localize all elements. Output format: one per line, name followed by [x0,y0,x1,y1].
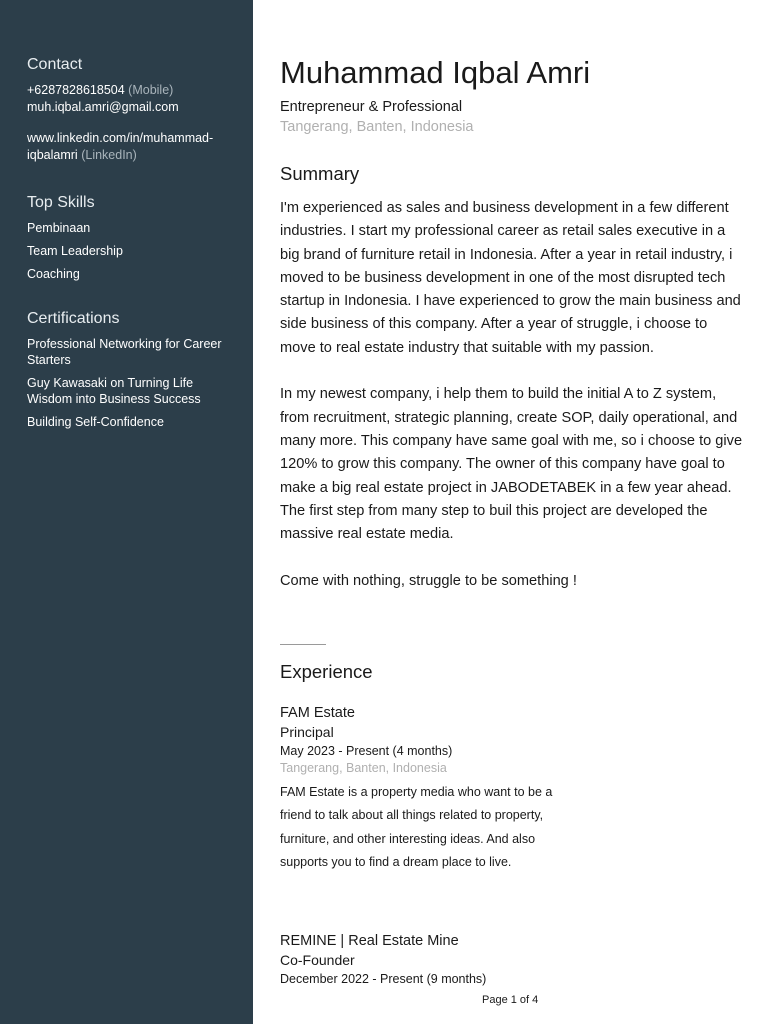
contact-heading: Contact [27,56,83,73]
phone-line [27,82,242,99]
profile-location: Tangerang, Banten, Indonesia [280,119,474,135]
email-link[interactable]: muh.iqbal.amri@gmail.com [27,100,179,114]
certifications-section [27,309,242,430]
summary-paragraph: Come with nothing, struggle to be something ! [280,572,577,589]
job-description: FAM Estate is a property media who want to be a friend to talk about all things related to property, furniture, and other interesting ideas. And also supports you to find a dream place to live. [280,785,553,869]
page-number: Page 1 of 4 [482,994,539,1006]
phone-number[interactable]: +6287828618504 [27,83,125,97]
summary-body [280,197,745,616]
certification-item: Building Self-Confidence [27,415,164,429]
skills-heading: Top Skills [27,194,95,211]
linkedin-link[interactable] [27,130,242,164]
certification-item: Professional Networking for Career Starters [27,337,222,367]
summary-heading: Summary [280,163,360,184]
summary-paragraph: I'm experienced as sales and business development in a few different industries. I start my professional career as retail sales executive in a big brand of furniture retail in Indonesia. After a year in retail industry, i moved to be business development in one of the most disrupted tech startup in Indonesia. I have experienced to grow the main business and side business of this company. After a year of struggle, i choose to move to real estate industry that suitable with my passion. [280,200,741,356]
contact-section [27,55,242,164]
summary-paragraph: In my newest company, i help them to build the initial A to Z system, from recruitment, strategic planning, create SOP, daily operational, and many more. This company have same goal with me, so i choose to give 120% to grow this company. The owner of this company have goal to make a big real estate project in JABODETABEK in a few year ahead. The first step from many step to buil this project are developed the massive real estate media. [280,386,743,543]
skills-section [27,193,242,282]
job-company: REMINE | Real Estate Mine [280,933,459,949]
profile-headline: Entrepreneur & Professional [280,99,463,115]
sidebar [0,0,253,1024]
job-role: Co-Founder [280,952,355,968]
linkedin-url-line2: iqbalamri [27,148,78,162]
linkedin-type: (LinkedIn) [81,148,137,162]
skill-item: Team Leadership [27,244,123,258]
experience-heading: Experience [280,661,373,682]
job-entry [280,931,580,988]
phone-type: (Mobile) [128,83,174,97]
certifications-heading: Certifications [27,310,120,327]
linkedin-url-line1: www.linkedin.com/in/muhammad- [27,131,214,145]
job-dates: May 2023 - Present (4 months) [280,744,453,758]
job-company: FAM Estate [280,705,355,721]
profile-name: Muhammad Iqbal Amri [280,55,591,90]
certification-item: Guy Kawasaki on Turning Life Wisdom into Business Success [27,376,201,406]
job-location: Tangerang, Banten, Indonesia [280,761,447,775]
job-role: Principal [280,724,334,740]
job-entry [280,703,580,874]
section-divider [280,644,326,645]
skill-item: Coaching [27,267,80,281]
job-dates: December 2022 - Present (9 months) [280,972,487,986]
skill-item: Pembinaan [27,221,91,235]
